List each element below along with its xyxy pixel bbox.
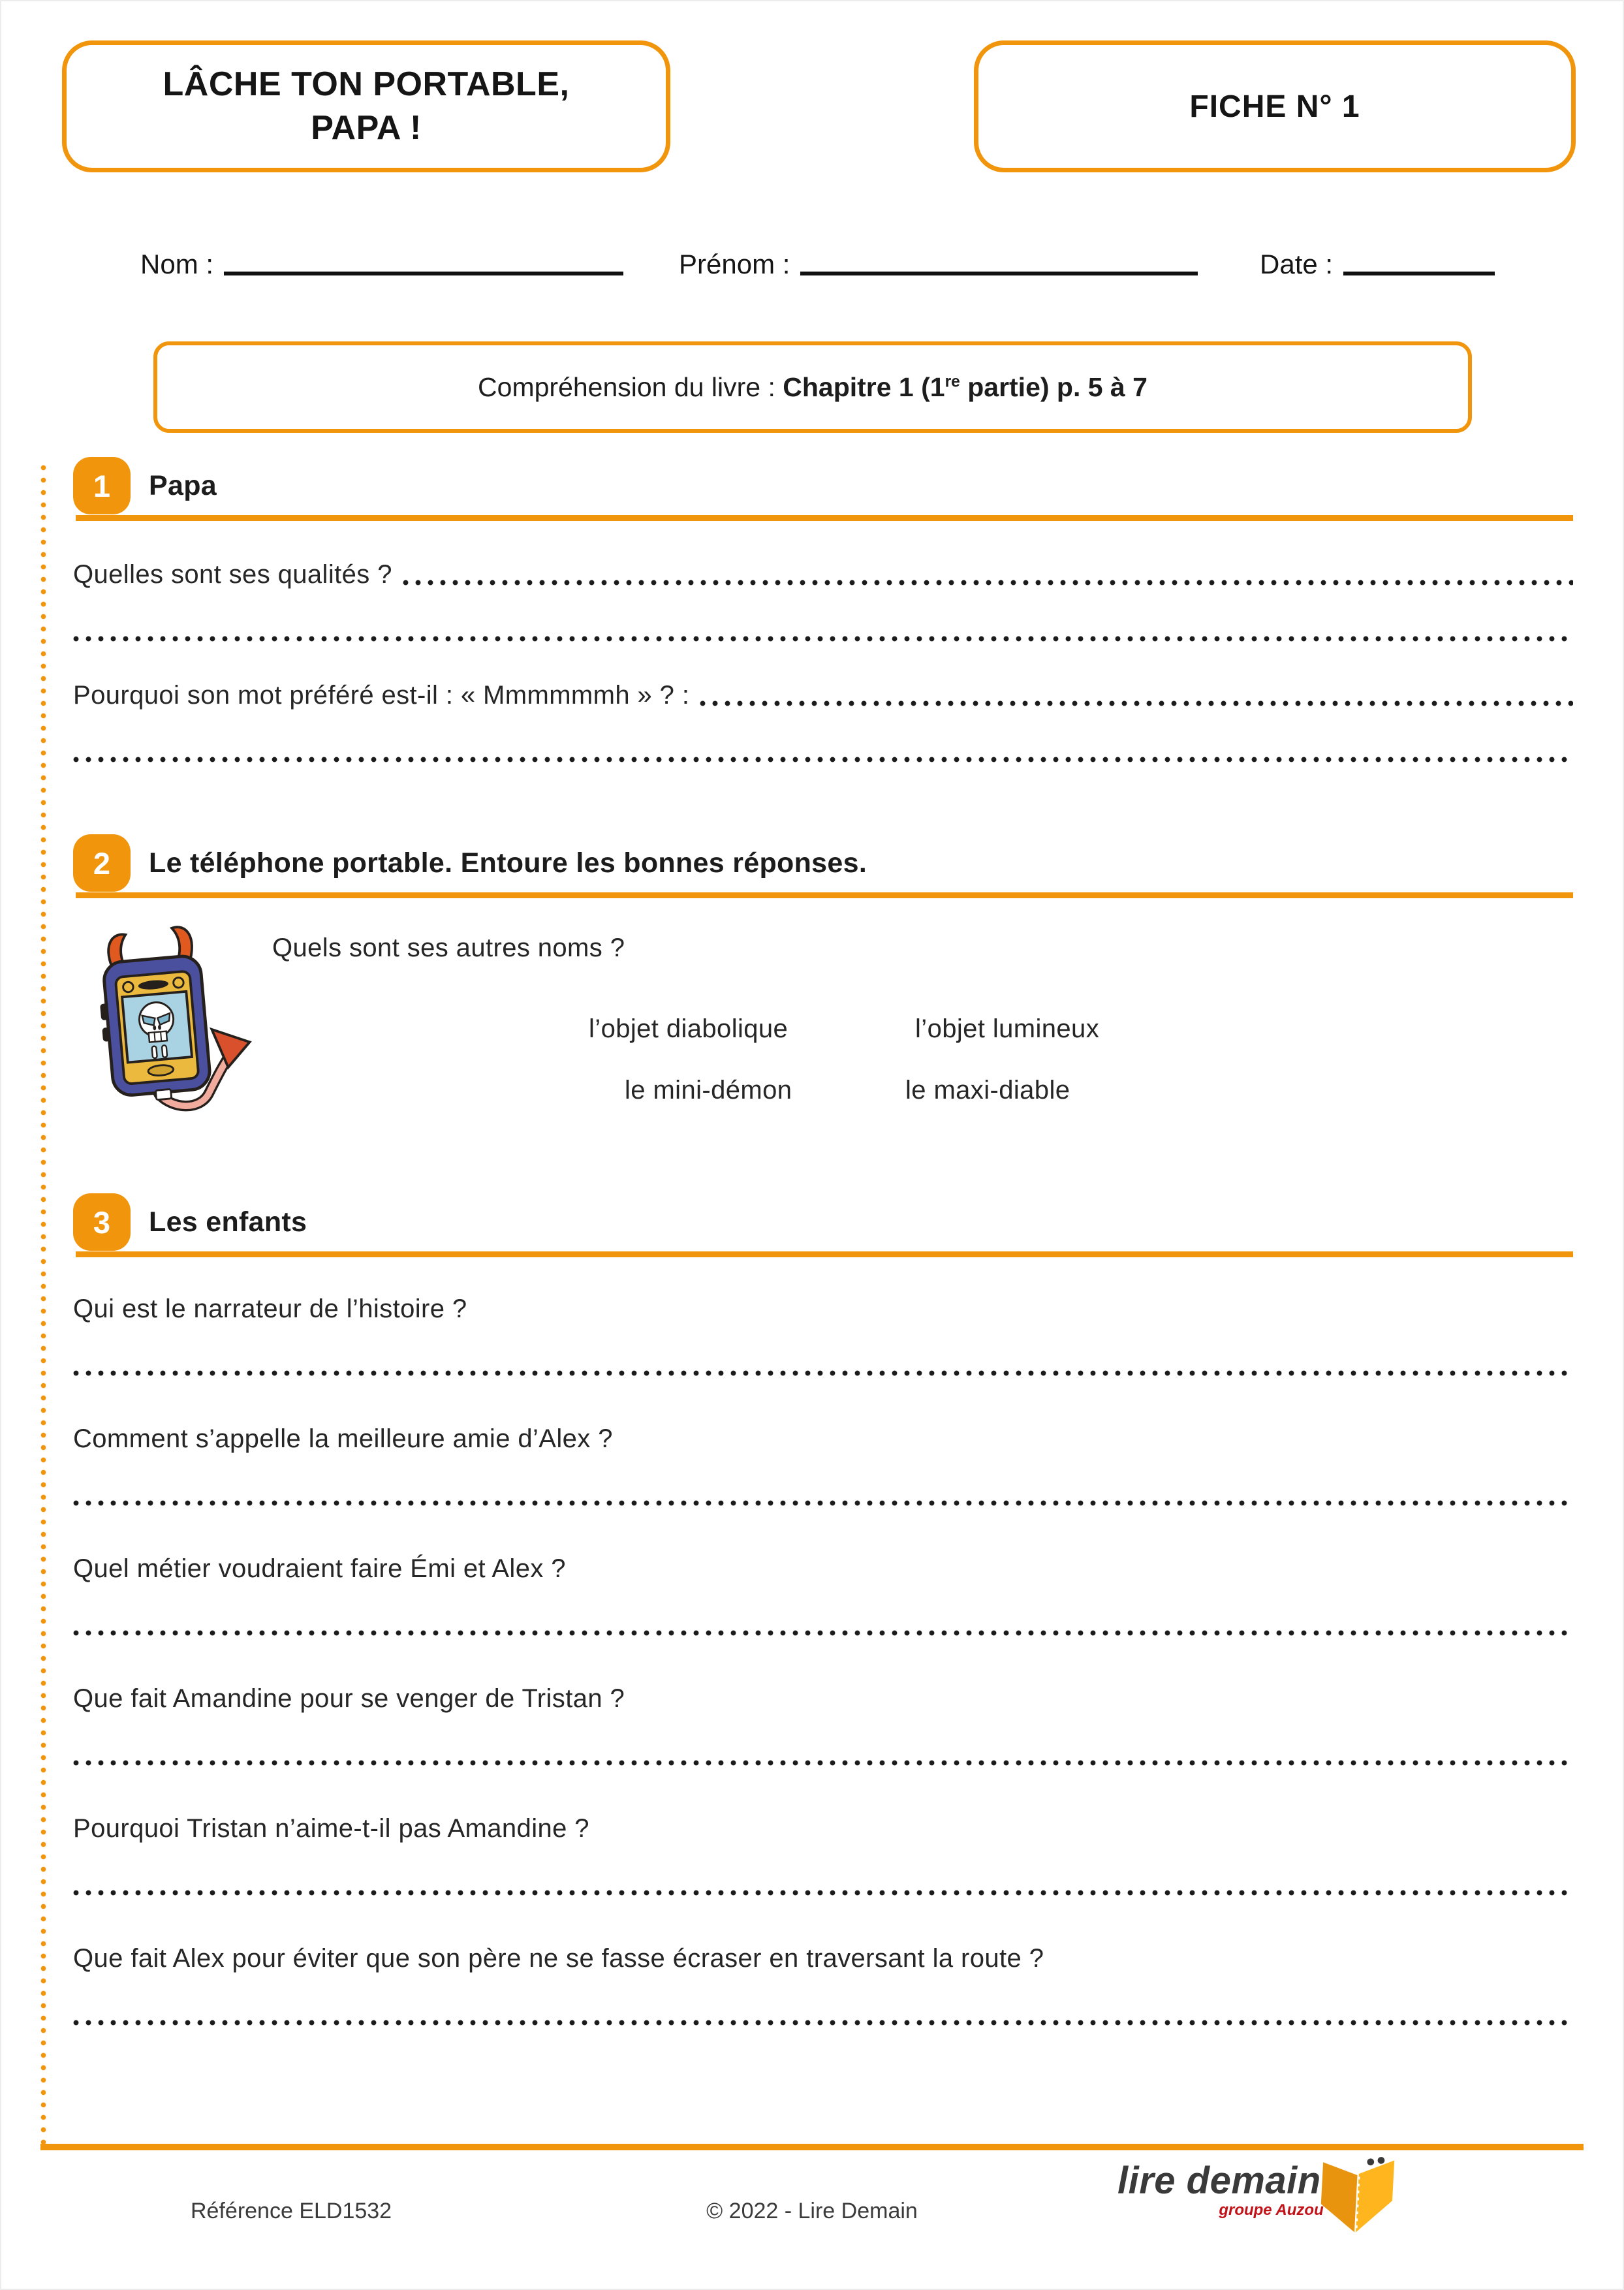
answer-dotted-line [73, 1760, 1573, 1766]
lire-demain-logo [1117, 2159, 1396, 2240]
section-1-header [73, 457, 1573, 521]
option-mini-demon: le mini-démon [625, 1076, 792, 1105]
comprehension-banner [153, 341, 1472, 433]
section-3-number-badge: 3 [73, 1193, 131, 1251]
section-2-rule [76, 892, 1573, 898]
prenom-field [679, 249, 1198, 279]
answer-dotted-line [700, 700, 1573, 706]
section-2-body [73, 898, 1573, 1179]
option-maxi-diable: le maxi-diable [905, 1076, 1070, 1105]
question-autres-noms: Quels sont ses autres noms ? [272, 933, 625, 962]
section-1-number-badge: 1 [73, 457, 131, 514]
question-mot-prefere: Pourquoi son mot préféré est-il : « Mmmmmmh » ? : [73, 680, 1573, 711]
date-label: Date : [1260, 249, 1334, 279]
section-2-header [73, 834, 1573, 898]
answer-dotted-line [73, 1500, 1573, 1506]
answer-dotted-line [73, 1370, 1573, 1376]
section-papa [73, 457, 1573, 762]
answer-dotted-line [73, 636, 1573, 642]
logo-text-block [1117, 2159, 1324, 2219]
nom-blank-line [224, 270, 623, 275]
section-3-header [73, 1193, 1573, 1257]
question-qualites: Quelles sont ses qualités ? [73, 559, 1573, 590]
nom-field [140, 249, 623, 279]
question-tristan-amandine: Pourquoi Tristan n’aime-t-il pas Amandine ? [73, 1814, 589, 1843]
prenom-blank-line [800, 270, 1198, 275]
footer-divider-line [40, 2144, 1584, 2150]
answer-dotted-line [73, 1890, 1573, 1896]
section-2-number-badge: 2 [73, 834, 131, 892]
fiche-number-box [974, 40, 1576, 172]
option-objet-diabolique: l’objet diabolique [589, 1014, 789, 1043]
answer-dotted-line [73, 757, 1573, 762]
devil-phone-illustration [69, 923, 258, 1119]
identity-row [140, 249, 1493, 279]
copyright-text: © 2022 - Lire Demain [706, 2199, 918, 2223]
question-amandine-vengeance: Que fait Amandine pour se venger de Tristan ? [73, 1684, 625, 1713]
answer-dotted-line [73, 1630, 1573, 1636]
book-title-box [62, 40, 670, 172]
prenom-label: Prénom : [679, 249, 790, 279]
option-objet-lumineux: l’objet lumineux [915, 1014, 1100, 1043]
answer-dotted-line [403, 580, 1573, 586]
logo-title: lire demain [1117, 2159, 1321, 2202]
open-book-icon [1321, 2162, 1396, 2240]
fiche-number: FICHE N° 1 [1189, 89, 1360, 124]
reference-code: Référence ELD1532 [191, 2199, 392, 2223]
date-field [1260, 249, 1495, 279]
section-3-rule [76, 1251, 1573, 1257]
section-enfants [73, 1193, 1573, 2026]
section-1-title: Papa [149, 469, 217, 501]
section-1-rule [76, 515, 1573, 521]
section-3-title: Les enfants [149, 1206, 307, 1238]
answer-dotted-line [73, 2020, 1573, 2026]
section-2-title: Le téléphone portable. Entoure les bonnes réponses. [149, 847, 867, 879]
date-blank-line [1343, 270, 1495, 275]
section-telephone [73, 834, 1573, 1179]
nom-label: Nom : [140, 249, 214, 279]
question-meilleure-amie: Comment s’appelle la meilleure amie d’Alex ? [73, 1424, 613, 1453]
book-title: LÂCHE TON PORTABLE, PAPA ! [163, 65, 570, 147]
left-dotted-margin-line [40, 465, 46, 2144]
banner-text: Compréhension du livre : Chapitre 1 (1re partie) p. 5 à 7 [478, 371, 1148, 402]
question-metier: Quel métier voudraient faire Émi et Alex ? [73, 1554, 566, 1583]
question-alex-pere-route: Que fait Alex pour éviter que son père ne se fasse écraser en traversant la route ? [73, 1944, 1044, 1973]
logo-subtitle: groupe Auzou [1219, 2201, 1324, 2219]
question-narrateur: Qui est le narrateur de l’histoire ? [73, 1294, 467, 1323]
